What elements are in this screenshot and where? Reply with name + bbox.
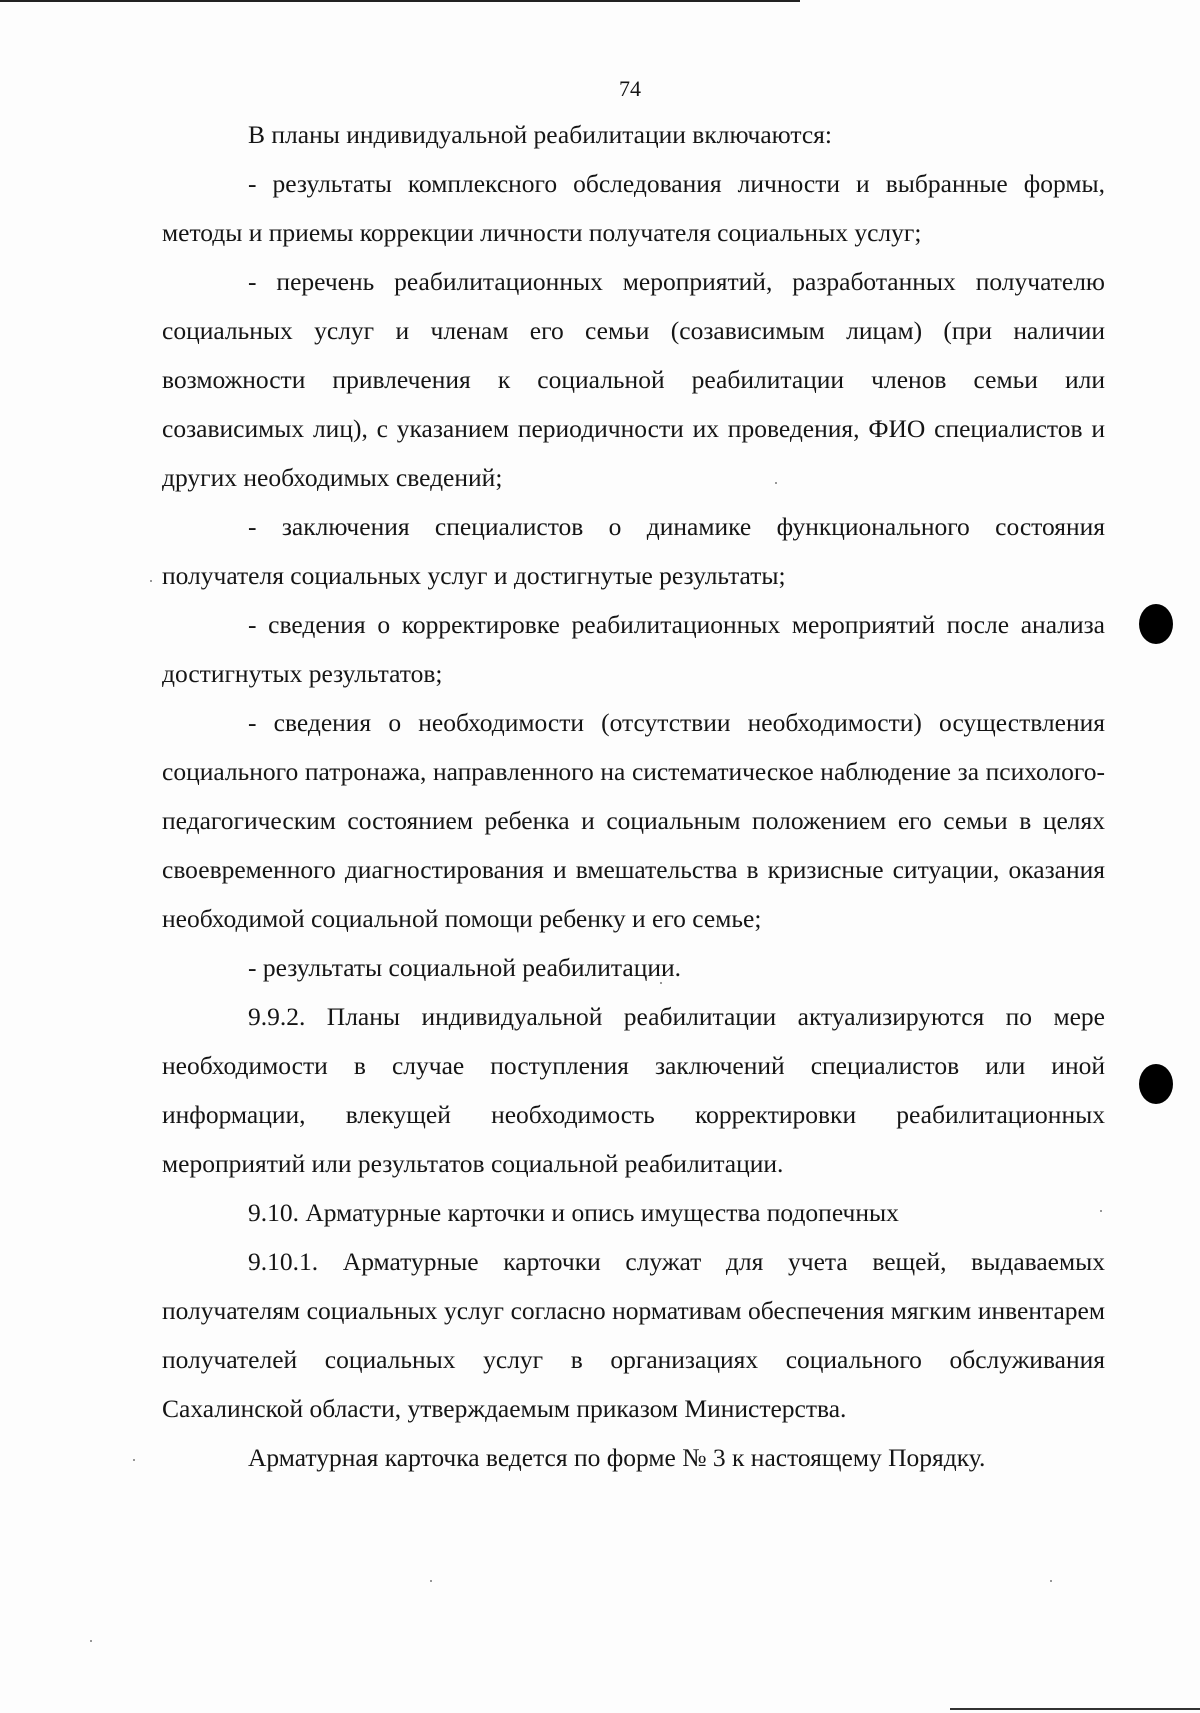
paragraph-9-10-1: 9.10.1. Арматурные карточки служат для учета вещей, выдаваемых получателям социальных услуг согласно нормативам обеспечения мягким инвентарем получателей социальных услуг в организациях социального обслуживания Сахалинской области, утверждаемым приказом Министерства. bbox=[162, 1247, 1105, 1423]
page-number: 74 bbox=[619, 76, 641, 101]
list-item-specialist-conclusions: - заключения специалистов о динамике функционального состояния получателя социальных услуг и достигнутые результаты; bbox=[162, 512, 1105, 590]
punch-hole-mark bbox=[1139, 604, 1173, 644]
scan-speck bbox=[775, 482, 777, 484]
top-edge-rule bbox=[0, 0, 800, 2]
scan-speck bbox=[1050, 1580, 1052, 1582]
paragraph-intro: В планы индивидуальной реабилитации включаются: bbox=[248, 120, 832, 149]
list-item-social-patronage: - сведения о необходимости (отсутствии необходимости) осуществления социального патронажа, направленного на систематическое наблюдение за психолого-педагогическим состоянием ребенка и социальным положением его семьи в целях своевременного диагностирования и вмешательства в кризисные ситуации, оказания необходимой социальной помощи ребенку и его семье; bbox=[162, 708, 1105, 933]
scan-speck bbox=[90, 1640, 92, 1642]
bottom-edge-rule bbox=[950, 1708, 1200, 1710]
document-body bbox=[162, 110, 1105, 1482]
scan-speck bbox=[150, 580, 152, 582]
punch-hole-mark bbox=[1139, 1064, 1173, 1104]
paragraph-form-reference: Арматурная карточка ведется по форме № 3 к настоящему Порядку. bbox=[248, 1443, 986, 1472]
scan-speck bbox=[1100, 1210, 1102, 1212]
paragraph-9-9-2: 9.9.2. Планы индивидуальной реабилитации актуализируются по мере необходимости в случае поступления заключений специалистов или иной информации, влекущей необходимость корректировки реабилитационных мероприятий или результатов социальной реабилитации. bbox=[162, 1002, 1105, 1178]
scan-speck bbox=[133, 1459, 135, 1461]
list-item-examination-results: - результаты комплексного обследования личности и выбранные формы, методы и приемы коррекции личности получателя социальных услуг; bbox=[162, 169, 1105, 247]
scan-speck bbox=[660, 982, 662, 984]
section-heading-9-10: 9.10. Арматурные карточки и опись имущества подопечных bbox=[248, 1198, 899, 1227]
list-item-rehabilitation-results: - результаты социальной реабилитации. bbox=[248, 953, 682, 982]
scan-speck bbox=[430, 1580, 432, 1582]
list-item-rehabilitation-measures: - перечень реабилитационных мероприятий, разработанных получателю социальных услуг и членам его семьи (созависимым лицам) (при наличии возможности привлечения к социальной реабилитации членов семьи или созависимых лиц), с указанием периодичности их проведения, ФИО специалистов и других необходимых сведений; bbox=[162, 267, 1105, 492]
list-item-correction-info: - сведения о корректировке реабилитационных мероприятий после анализа достигнутых результатов; bbox=[162, 610, 1105, 688]
